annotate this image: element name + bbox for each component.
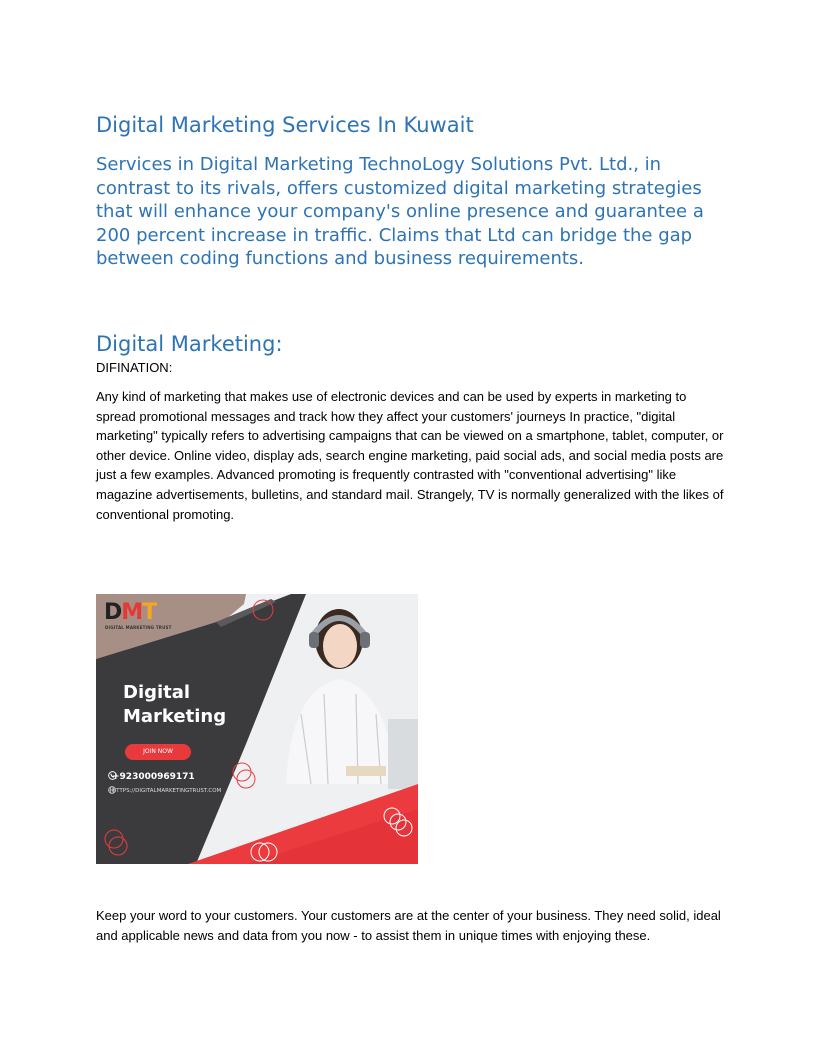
intro-paragraph: Services in Digital Marketing TechnoLogy Solutions Pvt. Ltd., in contrast to its rivals, offers customized digital marketing strategies that will enhance your company's online presence and guarantee a 200 percent increase in traffic. Claims that Ltd can bridge the gap between coding functions and business requirements. [96, 154, 704, 270]
document-title: Digital Marketing Services In Kuwait [96, 113, 474, 137]
closing-paragraph: Keep your word to your customers. Your customers are at the center of your business. They need solid, ideal and applicable news and data from you now - to assist them in unique times with enjoying these. [96, 908, 721, 943]
phone-number: +923000969171 [112, 772, 195, 782]
website-url: HTTPS://DIGITALMARKETINGTRUST.COM [112, 788, 222, 794]
digital-marketing-banner-image [96, 594, 418, 864]
banner-title: Digital Marketing [123, 682, 227, 727]
phone-row [108, 771, 195, 783]
definition-label: DIFINATION: [96, 360, 173, 375]
banner-artwork [96, 594, 418, 864]
logo-subtitle: DIGITAL MARKETING TRUST [105, 625, 172, 630]
website-row [108, 786, 221, 796]
join-now-button: JOIN NOW [125, 744, 191, 760]
section-heading: Digital Marketing: [96, 332, 283, 356]
definition-paragraph: Any kind of marketing that makes use of electronic devices and can be used by experts in marketing to spread promotional messages and track how they affect your customers' journeys In practice, "digital marketing" typically refers to advertising campaigns that can be viewed on a smartphone, tablet, computer, or other device. Online video, display ads, search engine marketing, paid social ads, and social media posts are just a few examples. Advanced promoting is frequently contrasted with "conventional advertising" like magazine advertisements, bulletins, and standard mail. Strangely, TV is normally generalized with the likes of conventional promoting. [96, 389, 724, 522]
dmt-logo: DMT [104, 600, 157, 625]
